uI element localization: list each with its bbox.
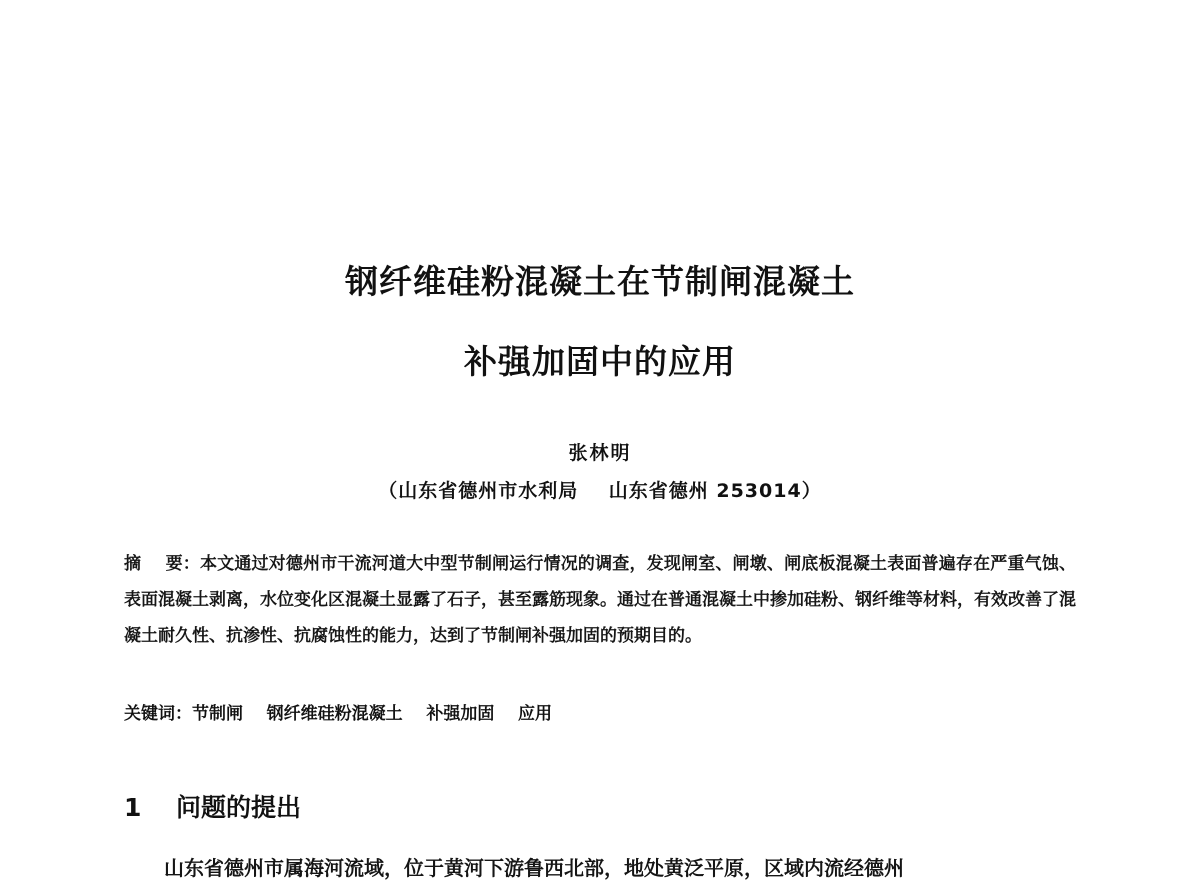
body-paragraph: 山东省德州市属海河流域，位于黄河下游鲁西北部，地处黄泛平原，区域内流经德州 — [164, 856, 904, 880]
keywords — [124, 700, 1076, 728]
author-name: 张林明 — [568, 442, 632, 464]
section-title: 问题的提出 — [176, 793, 302, 822]
paper-title-line-1: 钢纤维硅粉混凝土在节制闸混凝土 — [345, 262, 855, 301]
keywords-text: 节制闸 钢纤维硅粉混凝土 补强加固 应用 — [192, 704, 553, 724]
abstract — [124, 546, 1076, 654]
abstract-text: 本文通过对德州市干流河道大中型节制闸运行情况的调查，发现闸室、闸墩、闸底板混凝土表面普遍存在严重气蚀、表面混凝土剥离，水位变化区混凝土显露了石子，甚至露筋现象。通过在普通混凝土中掺加硅粉、钢纤维等材料，有效改善了混凝土耐久性、抗渗性、抗腐蚀性的能力，达到了节制闸补强加固的预期目的。 — [124, 554, 1076, 646]
abstract-label: 摘 要： — [124, 554, 200, 574]
paper-title-line-2: 补强加固中的应用 — [464, 342, 736, 381]
section-heading — [124, 788, 301, 824]
author-affiliation: （山东省德州市水利局 山东省德州 253014） — [378, 480, 822, 502]
keywords-label: 关键词： — [124, 704, 192, 724]
section-number: 1 — [124, 793, 142, 822]
